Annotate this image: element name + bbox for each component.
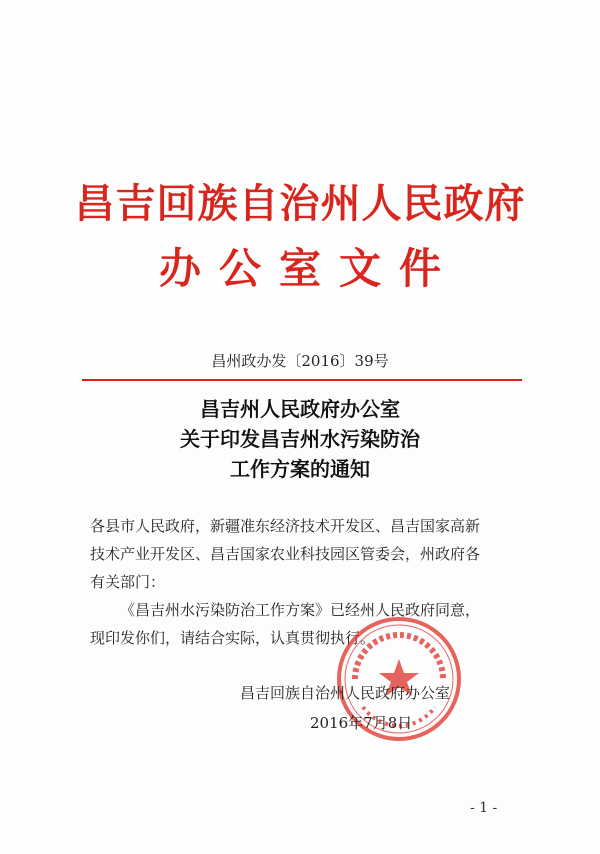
addressee-line-2: 技术产业开发区、昌吉国家农业科技园区管委会，州政府各 [90,545,481,563]
document-type-header: 办公室文件 [158,244,459,293]
document-number: 昌州政办发〔2016〕39号 [211,352,389,370]
title-line-3: 工作方案的通知 [230,457,370,481]
title-line-1: 昌吉州人民政府办公室 [200,397,400,421]
signing-date: 2016年7月8日 [310,714,413,732]
addressee-line-1: 各县市人民政府，新疆准东经济技术开发区、昌吉国家高新 [90,517,481,535]
page-number: - 1 - [470,800,498,816]
paragraph-line-2: 现印发你们，请结合实际，认真贯彻执行。 [90,629,376,647]
title-line-2: 关于印发昌吉州水污染防治 [180,427,420,451]
addressee-block [90,512,520,596]
paragraph-line-1: 《昌吉州水污染防治工作方案》已经州人民政府同意， [120,601,481,619]
signing-office: 昌吉回族自治州人民政府办公室 [240,684,451,702]
addressee-line-3: 有关部门： [90,573,166,591]
issuer-header: 昌吉回族自治州人民政府 [74,181,526,227]
document-title [0,394,600,484]
red-separator-line [82,379,522,381]
